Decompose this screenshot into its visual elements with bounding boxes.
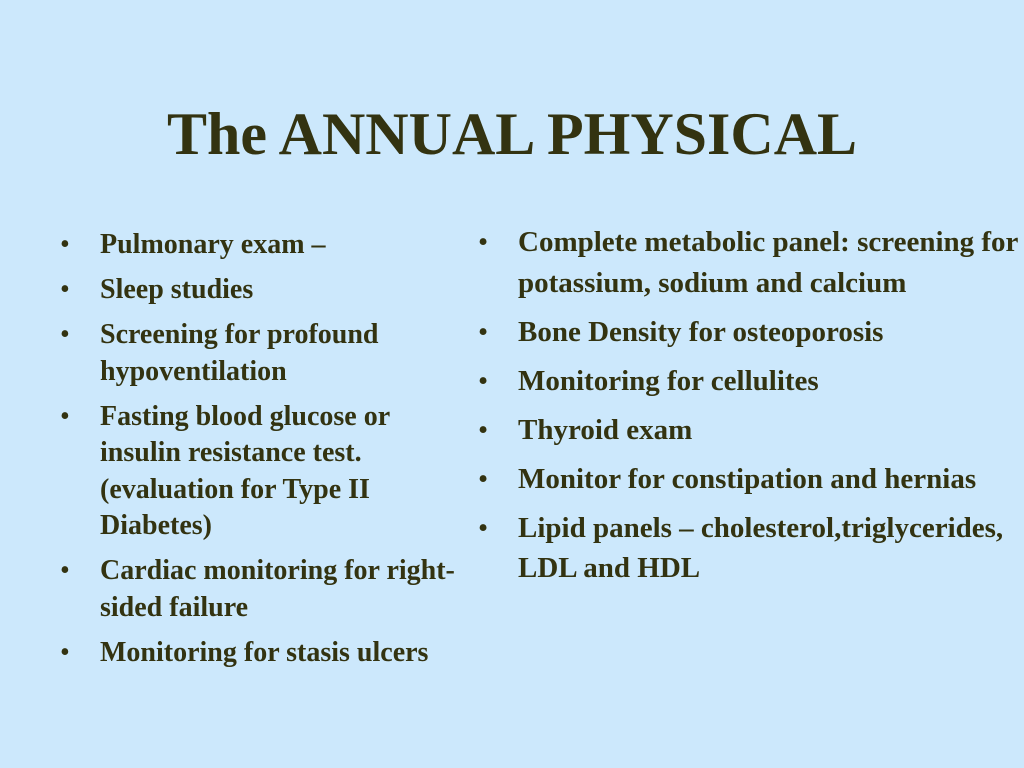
bullet-icon: • — [478, 511, 489, 544]
list-item — [60, 272, 460, 309]
list-item-text: Sleep studies — [100, 274, 254, 305]
list-item-text: Pulmonary exam – — [100, 229, 326, 260]
list-item-text: Screening for profound hypoventilation — [100, 319, 379, 387]
list-item — [478, 508, 1018, 589]
slide-title: The ANNUAL PHYSICAL — [166, 101, 858, 167]
list-item — [478, 312, 1018, 353]
list-item — [60, 553, 460, 626]
list-item-text: Complete metabolic panel: screening for potassium, sodium and calcium — [518, 226, 1018, 299]
list-item — [478, 222, 1018, 303]
list-item — [60, 227, 460, 264]
bullet-icon: • — [478, 226, 489, 258]
bullet-icon: • — [478, 413, 489, 446]
list-item-text: Monitoring for stasis ulcers — [100, 636, 429, 668]
bullet-icon: • — [60, 229, 70, 260]
list-item — [60, 317, 460, 390]
list-item — [478, 459, 1018, 500]
bullet-icon: • — [60, 319, 70, 350]
list-item — [478, 410, 1018, 451]
bullet-icon: • — [60, 555, 70, 586]
right-bullet-list — [478, 222, 1018, 597]
list-item — [478, 361, 1018, 402]
bullet-icon: • — [478, 315, 489, 348]
list-item — [60, 635, 460, 672]
list-item-text: Monitor for constipation and hernias — [518, 462, 977, 495]
bullet-icon: • — [478, 364, 489, 397]
list-item-text: Lipid panels – cholesterol,triglycerides, LDL and HDL — [518, 511, 1004, 584]
bullet-icon: • — [60, 274, 70, 305]
left-bullet-list — [60, 227, 460, 680]
list-item-text: Cardiac monitoring for right-sided failure — [100, 555, 455, 623]
bullet-icon: • — [60, 400, 70, 432]
list-item-text: Fasting blood glucose or insulin resistance test. (evaluation for Type II Diabetes) — [100, 400, 390, 541]
list-item-text: Monitoring for cellulites — [518, 364, 819, 397]
list-item-text: Thyroid exam — [518, 413, 693, 446]
list-item-text: Bone Density for osteoporosis — [518, 315, 884, 348]
bullet-icon: • — [60, 636, 70, 668]
bullet-icon: • — [478, 462, 489, 495]
list-item — [60, 399, 460, 545]
